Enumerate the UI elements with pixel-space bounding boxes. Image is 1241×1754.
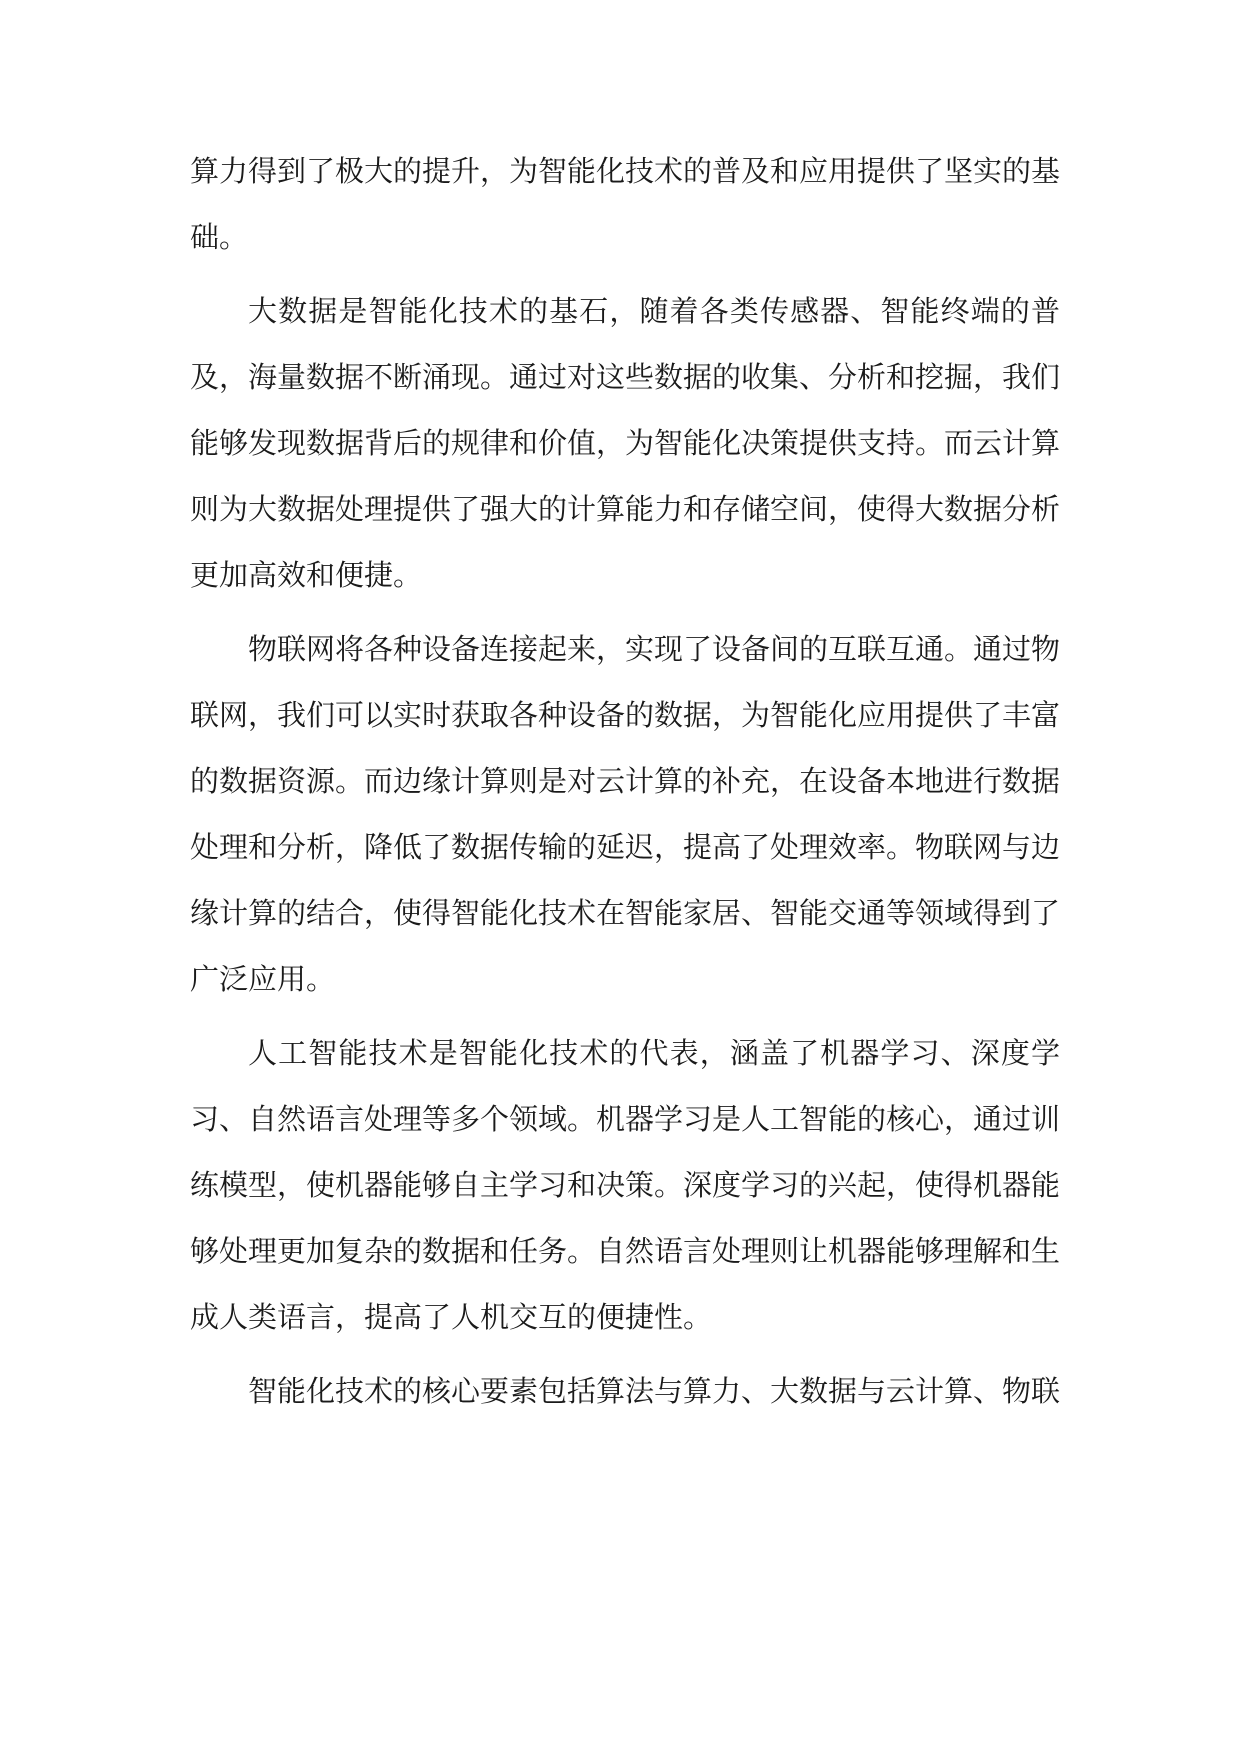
paragraph-1: 算力得到了极大的提升，为智能化技术的普及和应用提供了坚实的基础。 <box>190 154 1061 254</box>
document-body <box>190 138 1060 1424</box>
paragraph-2: 大数据是智能化技术的基石，随着各类传感器、智能终端的普及，海量数据不断涌现。通过对这些数据的收集、分析和挖掘，我们能够发现数据背后的规律和价值，为智能化决策提供支持。而云计算则为大数据处理提供了强大的计算能力和存储空间，使得大数据分析更加高效和便捷。 <box>190 294 1061 592</box>
paragraph-4: 人工智能技术是智能化技术的代表，涵盖了机器学习、深度学习、自然语言处理等多个领域。机器学习是人工智能的核心，通过训练模型，使机器能够自主学习和决策。深度学习的兴起，使得机器能够处理更加复杂的数据和任务。自然语言处理则让机器能够理解和生成人类语言，提高了人机交互的便捷性。 <box>190 1036 1061 1334</box>
paragraph-5: 智能化技术的核心要素包括算法与算力、大数据与云计算、物联 <box>248 1374 1061 1408</box>
paragraph-3: 物联网将各种设备连接起来，实现了设备间的互联互通。通过物联网，我们可以实时获取各种设备的数据，为智能化应用提供了丰富的数据资源。而边缘计算则是对云计算的补充，在设备本地进行数据处理和分析，降低了数据传输的延迟，提高了处理效率。物联网与边缘计算的结合，使得智能化技术在智能家居、智能交通等领域得到了广泛应用。 <box>190 632 1061 996</box>
